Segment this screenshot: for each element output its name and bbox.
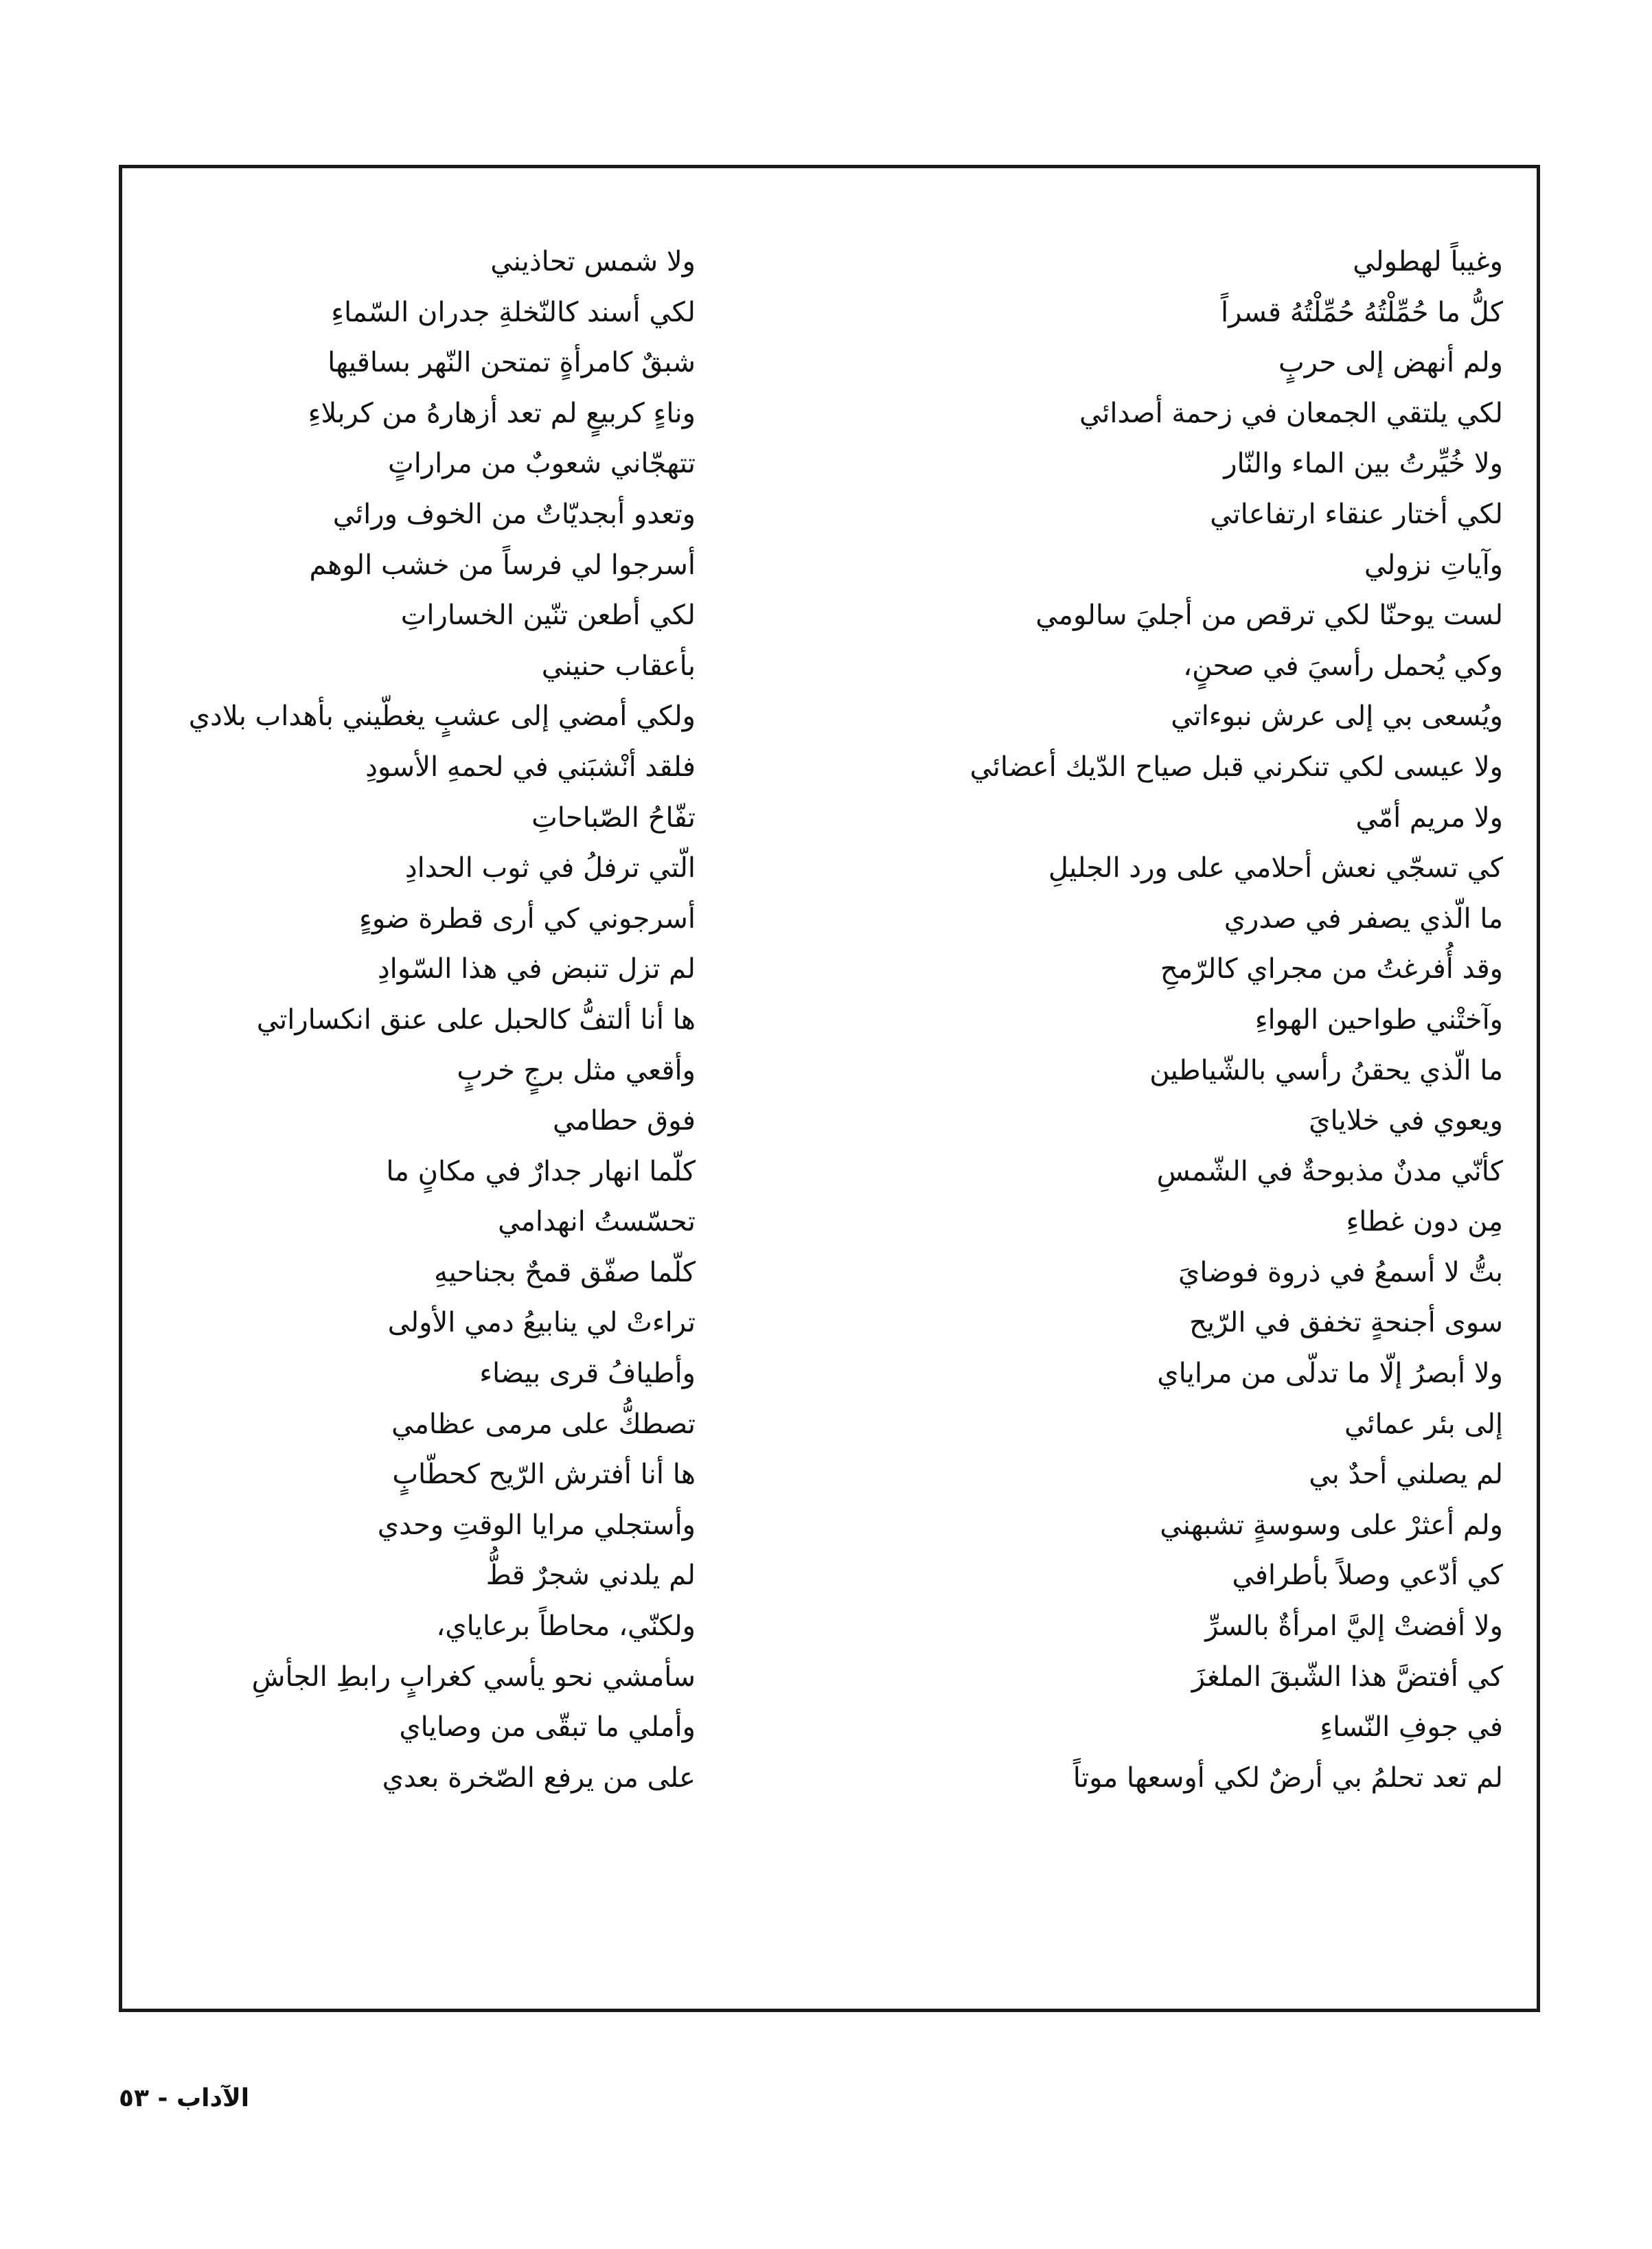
poem-line: كي تسجّي نعش أحلامي على ورد الجليلِ <box>1048 852 1503 884</box>
poem-line: فلقد أنْشبَني في لحمهِ الأسودِ <box>365 751 696 783</box>
poem-line: ولكنّي، محاطاً برعاياي، <box>436 1610 696 1643</box>
page-footer: الآداب - ٥٣ <box>119 2084 250 2112</box>
poem-line: تتهجّاني شعوبٌ من مراراتٍ <box>388 448 696 480</box>
poem-line: وآختْني طواحين الهواءِ <box>1254 1003 1503 1036</box>
poem-line: ولكي أمضي إلى عشبٍ يغطّيني بأهداب بلادي <box>188 700 696 733</box>
poem-line: على من يرفع الصّخرة بعدي <box>382 1761 696 1794</box>
poem-line: تفّاحُ الصّباحاتِ <box>531 801 696 834</box>
poem-line: وأقعي مثل برجٍ خربٍ <box>457 1054 696 1086</box>
poem-line: وتعدو أبجديّاتٌ من الخوف ورائي <box>332 498 696 530</box>
poem-line: ما الّذي يصفر في صدري <box>1224 902 1503 935</box>
poem-line: ويُسعى بي إلى عرش نبوءاتي <box>1171 700 1503 733</box>
poem-line: وكي يُحمل رأسيَ في صحنٍ، <box>1183 650 1503 682</box>
poem-line: ولا مريم أمّي <box>1355 801 1503 834</box>
poem-line: لكي يلتقي الجمعان في زحمة أصدائي <box>1079 397 1503 429</box>
poem-line: ويعوي في خلايايَ <box>1309 1105 1503 1137</box>
poem-line: تصطكُّ على مرمى عظامي <box>391 1408 696 1440</box>
poem-line: لم يلدني شجرٌ قطُّ <box>485 1560 696 1592</box>
poem-line: كلّما صفّق قمحٌ بجناحيهِ <box>434 1256 696 1288</box>
poem-line: لكي أطعن تنّين الخساراتِ <box>400 600 696 632</box>
poem-line: وآياتِ نزولي <box>1364 549 1503 581</box>
poem-line: ولا أبصرُ إلّا ما تدلّى من مراياي <box>1157 1358 1503 1390</box>
poem-line: لم تعد تحلمُ بي أرضٌ لكي أوسعها موتاً <box>1072 1761 1503 1794</box>
poem-line: ولا أفضتْ إليَّ امرأةٌ بالسرِّ <box>1205 1610 1503 1643</box>
poem-line: كلّما انهار جدارٌ في مكانٍ ما <box>386 1155 696 1187</box>
poem-line: كي أدّعي وصلاً بأطرافي <box>1232 1560 1503 1592</box>
poem-line: أسرجوني كي أرى قطرة ضوءٍ <box>359 902 696 935</box>
poem-line: وناءٍ كربيعٍ لم تعد أزهارهُ من كربلاءِ <box>308 397 696 429</box>
poem-line: تراءتْ لي ينابيعُ دمي الأولى <box>387 1307 696 1339</box>
poem-line: ها أنا ألتفُّ كالحبل على عنق انكساراتي <box>256 1003 696 1036</box>
poem-line: مِن دون غطاءِ <box>1346 1206 1503 1238</box>
poem-line: الّتي ترفلُ في ثوب الحدادِ <box>404 852 696 884</box>
poem-column-right <box>844 237 1503 1803</box>
poem-line: لكي أختار عنقاء ارتفاعاتي <box>1210 498 1503 530</box>
poem-line: ولم أنهض إلى حربٍ <box>1278 347 1503 379</box>
poem-line: تحسّستُ انهدامي <box>498 1206 696 1238</box>
poem-line: شبقٌ كامرأةٍ تمتحن النّهر بساقيها <box>328 347 696 379</box>
poem-line: ولم أعثرْ على وسوسةٍ تشبهني <box>1160 1509 1503 1541</box>
poem-line: وأطيافُ قرى بيضاء <box>479 1358 696 1390</box>
poem-line: كي أفتضَّ هذا الشّبقَ الملغزَ <box>1191 1660 1503 1693</box>
poem-line: إلى بئر عمائي <box>1344 1408 1503 1440</box>
poem-line: ولا عيسى لكي تنكرني قبل صياح الدّيك أعضائي <box>970 751 1503 783</box>
poem-line: كلُّ ما حُمِّلْتُهُ حُمِّلْتُهُ قسراً <box>1220 296 1503 328</box>
poem-column-left <box>105 237 696 1803</box>
poem-line: وغيباً لهطولي <box>1353 246 1503 277</box>
poem-line: كأنّي مدنٌ مذبوحةٌ في الشّمسِ <box>1156 1155 1503 1187</box>
poem-line: وأستجلي مرايا الوقتِ وحدي <box>377 1509 696 1541</box>
poem-line: ولا خُيِّرتُ بين الماء والنّار <box>1224 448 1503 480</box>
poem-line: أسرجوا لي فرساً من خشب الوهم <box>309 549 696 581</box>
poem-line: وأملي ما تبقّى من وصاياي <box>399 1711 696 1744</box>
poem-line: لست يوحنّا لكي ترقص من أجليَ سالومي <box>1035 600 1503 632</box>
poem-line: سأمشي نحو يأسي كغرابٍ رابطِ الجأشِ <box>251 1660 696 1693</box>
poem-line: في جوفِ النّساءِ <box>1320 1711 1503 1744</box>
poem-line: لم تزل تنبض في هذا السّوادِ <box>377 953 696 985</box>
poem-line: لم يصلني أحدٌ بي <box>1309 1459 1503 1491</box>
poem-line: فوق حطامي <box>552 1105 696 1137</box>
poem-line: سوى أجنحةٍ تخفق في الرّيح <box>1189 1307 1503 1339</box>
poem-line: ما الّذي يحقنُ رأسي بالشّياطين <box>1149 1054 1503 1086</box>
poem-line: بتُّ لا أسمعُ في ذروة فوضايَ <box>1178 1256 1503 1288</box>
poem-line: لكي أسند كالنّخلةِ جدران السّماءِ <box>331 296 696 328</box>
poem-line: ولا شمس تحاذيني <box>490 246 696 277</box>
poem-line: ها أنا أفترش الرّيح كحطّابٍ <box>392 1459 696 1491</box>
poem-line: بأعقاب حنيني <box>541 650 696 682</box>
poem-line: وقد أُفرغتُ من مجراي كالرّمحِ <box>1160 953 1503 985</box>
